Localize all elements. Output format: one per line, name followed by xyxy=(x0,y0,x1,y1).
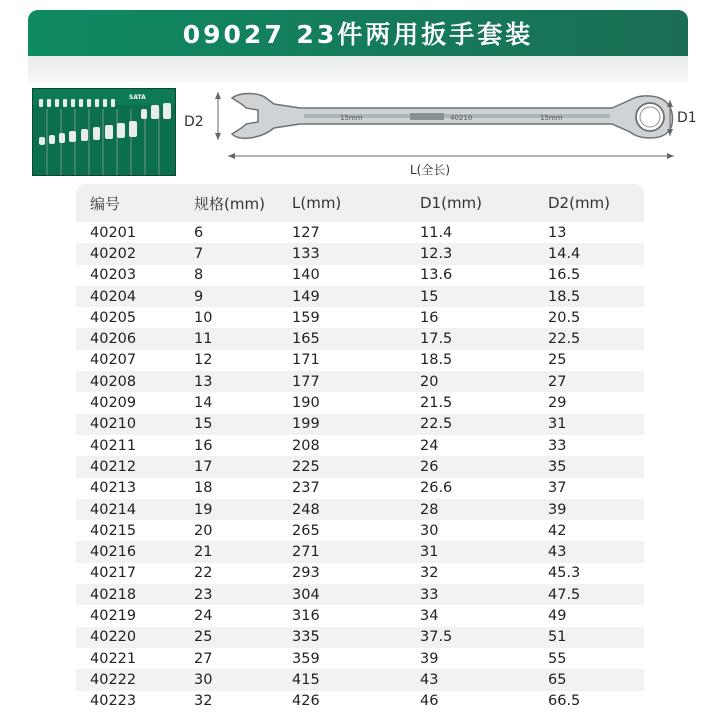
table-row xyxy=(76,669,644,690)
header-part-number: 编号 xyxy=(90,194,121,213)
length-cell: 190 xyxy=(292,395,320,412)
size-cell: 23 xyxy=(194,586,213,603)
size-cell: 8 xyxy=(194,267,204,284)
table-row xyxy=(76,307,644,328)
part-number-cell: 40205 xyxy=(90,309,137,326)
d2-cell: 51 xyxy=(548,629,567,646)
d1-cell: 16 xyxy=(420,309,439,326)
d1-cell: 12.3 xyxy=(420,245,453,262)
table-row xyxy=(76,265,644,286)
size-cell: 17 xyxy=(194,458,213,475)
part-number-cell: 40209 xyxy=(90,395,137,412)
table-row xyxy=(76,456,644,477)
d1-cell: 28 xyxy=(420,501,439,518)
length-cell: 426 xyxy=(292,693,320,710)
d2-cell: 27 xyxy=(548,373,567,390)
length-cell: 271 xyxy=(292,544,320,561)
part-number-cell: 40202 xyxy=(90,245,137,262)
d2-cell: 14.4 xyxy=(548,245,581,262)
d1-cell: 46 xyxy=(420,693,439,710)
d2-cell: 37 xyxy=(548,480,567,497)
part-number-cell: 40221 xyxy=(90,650,137,667)
table-header xyxy=(76,184,644,222)
d1-cell: 24 xyxy=(420,437,439,454)
part-number-cell: 40216 xyxy=(90,544,137,561)
header-d1: D1(mm) xyxy=(420,194,483,212)
length-cell: 248 xyxy=(292,501,320,518)
d1-cell: 39 xyxy=(420,650,439,667)
d2-cell: 29 xyxy=(548,395,567,412)
size-cell: 14 xyxy=(194,395,213,412)
part-number-cell: 40212 xyxy=(90,458,137,475)
size-cell: 13 xyxy=(194,373,213,390)
d2-cell: 31 xyxy=(548,416,567,433)
d2-cell: 66.5 xyxy=(548,693,581,710)
length-cell: 149 xyxy=(292,288,320,305)
wrench-size-left: 15mm xyxy=(340,114,363,122)
d1-cell: 37.5 xyxy=(420,629,453,646)
size-cell: 21 xyxy=(194,544,213,561)
size-cell: 12 xyxy=(194,352,213,369)
part-number-cell: 40203 xyxy=(90,267,137,284)
d1-cell: 11.4 xyxy=(420,224,453,241)
length-cell: 304 xyxy=(292,586,320,603)
d2-arrow-bottom xyxy=(215,133,221,140)
part-number-cell: 40201 xyxy=(90,224,137,241)
d1-cell: 26 xyxy=(420,458,439,475)
part-number-cell: 40208 xyxy=(90,373,137,390)
size-cell: 22 xyxy=(194,565,213,582)
part-number-cell: 40222 xyxy=(90,671,137,688)
length-cell: 140 xyxy=(292,267,320,284)
size-cell: 11 xyxy=(194,331,213,348)
d1-cell: 31 xyxy=(420,544,439,561)
size-cell: 30 xyxy=(194,671,213,688)
length-cell: 159 xyxy=(292,309,320,326)
size-cell: 9 xyxy=(194,288,204,305)
length-cell: 415 xyxy=(292,671,320,688)
part-number-cell: 40220 xyxy=(90,629,137,646)
length-cell: 171 xyxy=(292,352,320,369)
length-cell: 225 xyxy=(292,458,320,475)
table-row xyxy=(76,541,644,562)
length-cell: 208 xyxy=(292,437,320,454)
size-cell: 20 xyxy=(194,522,213,539)
size-cell: 15 xyxy=(194,416,213,433)
length-cell: 199 xyxy=(292,416,320,433)
table-row xyxy=(76,691,644,712)
length-cell: 265 xyxy=(292,522,320,539)
length-cell: 335 xyxy=(292,629,320,646)
d2-cell: 20.5 xyxy=(548,309,581,326)
table-row xyxy=(76,499,644,520)
length-arrow-right xyxy=(667,153,674,159)
length-cell: 165 xyxy=(292,331,320,348)
d1-cell: 18.5 xyxy=(420,352,453,369)
wrench-size-right: 15mm xyxy=(540,114,563,122)
table-row xyxy=(76,414,644,435)
d2-cell: 13 xyxy=(548,224,567,241)
size-cell: 24 xyxy=(194,607,213,624)
table-row xyxy=(76,605,644,626)
length-cell: 359 xyxy=(292,650,320,667)
d2-cell: 65 xyxy=(548,671,567,688)
d2-label: D2 xyxy=(184,114,204,130)
part-number-cell: 40219 xyxy=(90,607,137,624)
length-arrow-left xyxy=(228,153,235,159)
size-cell: 32 xyxy=(194,693,213,710)
d1-cell: 33 xyxy=(420,586,439,603)
d2-cell: 47.5 xyxy=(548,586,581,603)
table-row xyxy=(76,563,644,584)
part-number-cell: 40211 xyxy=(90,437,137,454)
svg-text:SATA: SATA xyxy=(129,94,146,101)
wrench-brand-stamp xyxy=(410,113,444,120)
d2-cell: 16.5 xyxy=(548,267,581,284)
wrench-set-photo xyxy=(32,88,176,176)
table-row xyxy=(76,478,644,499)
length-label: L(全长) xyxy=(410,163,451,177)
table-row xyxy=(76,328,644,349)
header-size: 规格(mm) xyxy=(194,194,265,213)
part-number-cell: 40210 xyxy=(90,416,137,433)
d1-cell: 43 xyxy=(420,671,439,688)
size-cell: 25 xyxy=(194,629,213,646)
wrench-dimension-diagram xyxy=(180,82,710,182)
d1-cell: 26.6 xyxy=(420,480,453,497)
header-length: L(mm) xyxy=(292,194,342,212)
d2-arrow-top xyxy=(215,92,221,99)
size-cell: 6 xyxy=(194,224,204,241)
size-cell: 10 xyxy=(194,309,213,326)
d2-cell: 33 xyxy=(548,437,567,454)
d1-cell: 15 xyxy=(420,288,439,305)
d2-cell: 25 xyxy=(548,352,567,369)
part-number-cell: 40213 xyxy=(90,480,137,497)
d1-cell: 13.6 xyxy=(420,267,453,284)
d2-cell: 45.3 xyxy=(548,565,581,582)
table-row xyxy=(76,392,644,413)
length-cell: 293 xyxy=(292,565,320,582)
table-row xyxy=(76,520,644,541)
d2-cell: 18.5 xyxy=(548,288,581,305)
part-number-cell: 40207 xyxy=(90,352,137,369)
d2-cell: 39 xyxy=(548,501,567,518)
part-number-cell: 40218 xyxy=(90,586,137,603)
d2-cell: 49 xyxy=(548,607,567,624)
d2-cell: 55 xyxy=(548,650,567,667)
length-cell: 237 xyxy=(292,480,320,497)
table-row xyxy=(76,350,644,371)
part-number-cell: 40217 xyxy=(90,565,137,582)
d1-cell: 34 xyxy=(420,607,439,624)
table-row xyxy=(76,627,644,648)
table-row xyxy=(76,648,644,669)
table-row xyxy=(76,435,644,456)
length-cell: 133 xyxy=(292,245,320,262)
d1-cell: 30 xyxy=(420,522,439,539)
d2-cell: 35 xyxy=(548,458,567,475)
d1-cell: 20 xyxy=(420,373,439,390)
part-number-cell: 40214 xyxy=(90,501,137,518)
table-row xyxy=(76,243,644,264)
table-row xyxy=(76,286,644,307)
table-body xyxy=(76,222,644,712)
size-cell: 7 xyxy=(194,245,204,262)
size-cell: 16 xyxy=(194,437,213,454)
part-number-cell: 40215 xyxy=(90,522,137,539)
d1-cell: 22.5 xyxy=(420,416,453,433)
length-cell: 316 xyxy=(292,607,320,624)
d1-cell: 17.5 xyxy=(420,331,453,348)
length-cell: 127 xyxy=(292,224,320,241)
title-banner xyxy=(28,10,688,56)
table-row xyxy=(76,371,644,392)
wrench-model-stamp: 40210 xyxy=(450,114,473,122)
d2-cell: 22.5 xyxy=(548,331,581,348)
size-cell: 27 xyxy=(194,650,213,667)
d1-cell: 21.5 xyxy=(420,395,453,412)
banner-shadow xyxy=(28,56,688,82)
part-number-cell: 40204 xyxy=(90,288,137,305)
header-d2: D2(mm) xyxy=(548,194,611,212)
size-cell: 19 xyxy=(194,501,213,518)
d1-cell: 32 xyxy=(420,565,439,582)
part-number-cell: 40223 xyxy=(90,693,137,710)
part-number-cell: 40206 xyxy=(90,331,137,348)
table-row xyxy=(76,584,644,605)
page-title: 09027 23件两用扳手套装 xyxy=(182,20,534,49)
d2-cell: 42 xyxy=(548,522,567,539)
table-row xyxy=(76,222,644,243)
d2-cell: 43 xyxy=(548,544,567,561)
wrench-set-illustration xyxy=(33,89,175,175)
size-cell: 18 xyxy=(194,480,213,497)
d1-label: D1 xyxy=(677,110,697,126)
spec-table xyxy=(76,184,644,716)
length-cell: 177 xyxy=(292,373,320,390)
